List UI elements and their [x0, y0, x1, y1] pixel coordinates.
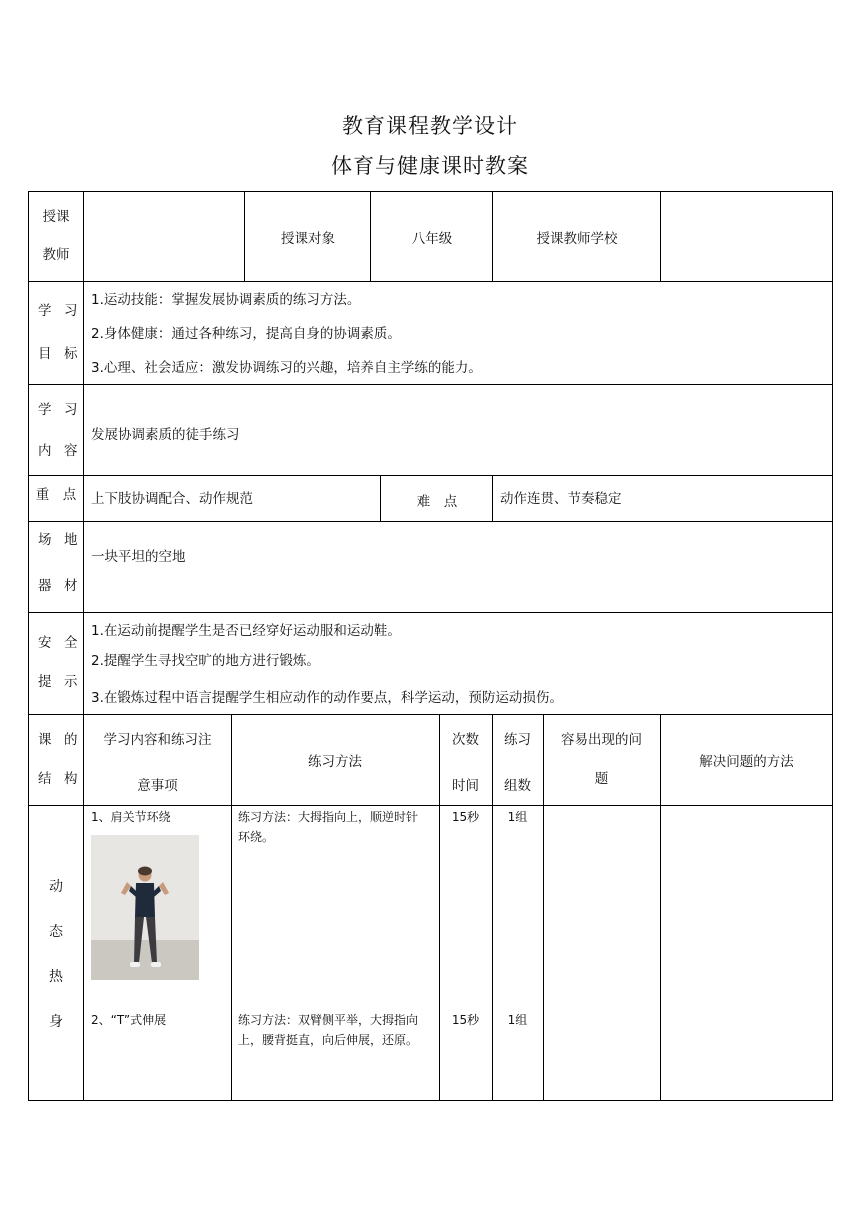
content-text: 发展协调素质的徒手练习: [91, 427, 240, 443]
teacher-label-top: 授课: [42, 209, 70, 225]
target-value: 八年级: [411, 231, 453, 247]
header-problems-bottom: 题: [594, 771, 609, 787]
exercise-photo: [91, 835, 199, 980]
content-label-2: 习: [64, 402, 78, 418]
teacher-label-bottom: 教师: [42, 247, 70, 263]
goals-label-4: 标: [64, 346, 78, 362]
target-label: 授课对象: [281, 231, 335, 247]
warmup-label-char: 态: [49, 924, 63, 940]
header-content-bottom: 意事项: [137, 778, 178, 794]
structure-label-2: 的: [64, 732, 78, 748]
safety-item: 3.在锻炼过程中语言提醒学生相应动作的动作要点，科学运动，预防运动损伤。: [91, 690, 563, 706]
warmup-label: [46, 878, 66, 1058]
warmup-label-char: 动: [49, 879, 63, 895]
content-label-1: 学: [38, 402, 52, 418]
header-sets-top: 练习: [504, 732, 531, 748]
key-label: 重 点: [35, 487, 77, 503]
header-problems-top: 容易出现的问: [561, 732, 642, 748]
structure-label-1: 课: [38, 732, 52, 748]
header-content-top: 学习内容和练习注: [103, 732, 212, 748]
exercise-name: 1、肩关节环绕: [91, 810, 171, 824]
exercise-time: 15秒: [451, 1013, 480, 1027]
venue-label-2: 地: [64, 532, 78, 548]
safety-label-4: 示: [64, 674, 78, 690]
exercise-time: 15秒: [451, 810, 480, 824]
school-label: 授课教师学校: [536, 231, 618, 247]
header-times-bottom: 时间: [452, 778, 479, 794]
safety-label-2: 全: [64, 635, 78, 651]
goal-item: 2.身体健康：通过各种练习，提高自身的协调素质。: [91, 326, 401, 342]
person-figure-icon: [91, 835, 199, 980]
header-times-top: 次数: [452, 732, 479, 748]
goals-label-1: 学: [38, 303, 52, 319]
goal-item: 3.心理、社会适应：激发协调练习的兴趣，培养自主学练的能力。: [91, 360, 482, 376]
safety-item: 1.在运动前提醒学生是否已经穿好运动服和运动鞋。: [91, 623, 401, 639]
exercise-name: 2、“T”式伸展: [91, 1013, 167, 1027]
safety-item: 2.提醒学生寻找空旷的地方进行锻炼。: [91, 653, 320, 669]
exercise-method-line: 练习方法：大拇指向上，顺逆时针: [238, 810, 419, 824]
warmup-label-char: 身: [49, 1014, 63, 1030]
structure-label-4: 构: [64, 771, 78, 787]
document-subtitle: 体育与健康课时教案: [331, 154, 529, 178]
content-label-3: 内: [38, 443, 52, 459]
goal-item: 1.运动技能：掌握发展协调素质的练习方法。: [91, 292, 361, 308]
venue-label-1: 场: [38, 532, 52, 548]
venue-label-3: 器: [38, 578, 52, 594]
exercise-sets: 1组: [507, 810, 528, 824]
header-sets-bottom: 组数: [504, 778, 531, 794]
exercise-method-line: 环绕。: [238, 830, 275, 844]
difficulty-text: 动作连贯、节奏稳定: [500, 491, 622, 507]
venue-label-4: 材: [64, 578, 78, 594]
goals-label-2: 习: [64, 303, 78, 319]
content-label-4: 容: [64, 443, 78, 459]
header-solutions: 解决问题的方法: [699, 754, 794, 770]
exercise-method-line: 上，腰背挺直，向后伸展，还原。: [238, 1033, 419, 1047]
structure-label-3: 结: [38, 771, 52, 787]
document-title: 教育课程教学设计: [342, 114, 518, 138]
header-method: 练习方法: [308, 754, 362, 770]
exercise-method-line: 练习方法：双臂侧平举，大拇指向: [238, 1013, 419, 1027]
warmup-label-char: 热: [49, 969, 63, 985]
key-text: 上下肢协调配合、动作规范: [91, 491, 253, 507]
safety-label-1: 安: [38, 635, 52, 651]
safety-label-3: 提: [38, 674, 52, 690]
exercise-sets: 1组: [507, 1013, 528, 1027]
venue-text: 一块平坦的空地: [91, 549, 186, 565]
goals-label-3: 目: [38, 346, 52, 362]
difficulty-label: 难 点: [416, 494, 458, 510]
